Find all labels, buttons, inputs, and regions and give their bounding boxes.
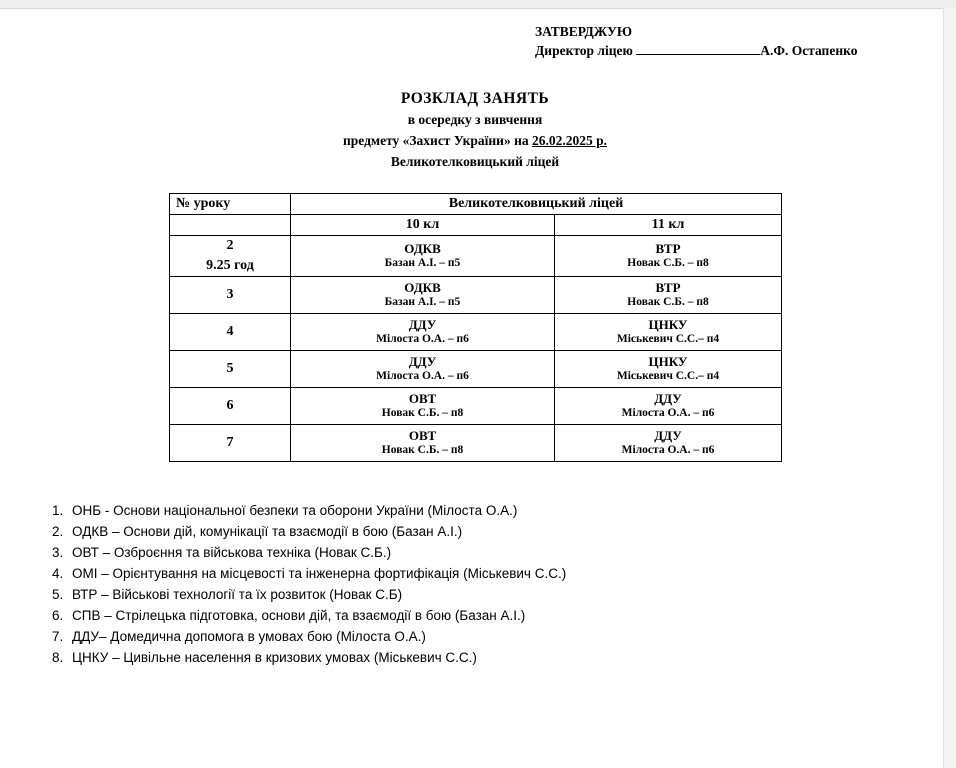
- teacher: Міськевич С.С.– п4: [616, 332, 720, 345]
- list-item: [52, 584, 566, 605]
- subject: ЦНКУ: [648, 316, 688, 332]
- teacher: Новак С.Б. – п8: [627, 295, 709, 308]
- list-number: 2.: [52, 524, 64, 539]
- teacher: Новак С.Б. – п8: [627, 256, 709, 269]
- lesson-number: 2: [226, 238, 234, 253]
- vertical-scrollbar[interactable]: [943, 8, 956, 768]
- header-school: Великотелковицький ліцей: [291, 194, 782, 215]
- class-10-cell: [291, 351, 555, 388]
- list-number: 7.: [52, 629, 64, 644]
- viewer-top-bar: [0, 0, 956, 9]
- document-title: РОЗКЛАД ЗАНЯТЬ: [400, 90, 550, 107]
- class-11-cell: [555, 425, 782, 462]
- class-11-cell: [555, 277, 782, 314]
- approval-position: Директор ліцею: [535, 43, 633, 58]
- teacher: Мілоста О.А. – п6: [376, 332, 469, 345]
- lesson-number: 4: [226, 324, 234, 339]
- table-class-row: [170, 215, 782, 236]
- list-text: ВТР – Військові технології та їх розвиток (Новак С.Б): [72, 587, 403, 602]
- lesson-number-cell: [170, 236, 291, 277]
- header-class-10: 10 кл: [291, 215, 555, 236]
- list-text: СПВ – Стрілецька підготовка, основи дій, та взаємодії в бою (Базан А.І.): [72, 608, 526, 623]
- subject: ДДУ: [408, 353, 437, 369]
- list-item: [52, 626, 566, 647]
- list-number: 5.: [52, 587, 64, 602]
- table-row: [170, 236, 782, 277]
- abbreviation-legend: [52, 500, 566, 668]
- teacher: Новак С.Б. – п8: [381, 443, 464, 456]
- subject: ДДУ: [654, 427, 682, 443]
- table-row: [170, 277, 782, 314]
- lesson-time: 9.25 год: [206, 258, 254, 273]
- class-11-cell: [555, 236, 782, 277]
- approval-signature-line: [535, 41, 857, 60]
- teacher: Мілоста О.А. – п6: [621, 443, 715, 456]
- teacher: Мілоста О.А. – п6: [621, 406, 715, 419]
- subject: ДДУ: [654, 390, 682, 406]
- list-item: [52, 542, 566, 563]
- subject: ВТР: [655, 240, 681, 256]
- lesson-number: 7: [226, 435, 234, 450]
- class-11-cell: [555, 314, 782, 351]
- table-row: [170, 351, 782, 388]
- list-item: [52, 647, 566, 668]
- list-text: ДДУ– Домедична допомога в умовах бою (Мілоста О.А.): [72, 629, 426, 644]
- header-lesson-number: № уроку: [170, 194, 291, 215]
- schedule-table: [169, 193, 782, 462]
- approval-block: [535, 22, 857, 60]
- lesson-number-cell: [170, 425, 291, 462]
- list-text: ЦНКУ – Цивільне населення в кризових умовах (Міськевич С.С.): [72, 650, 477, 665]
- list-number: 1.: [52, 503, 64, 518]
- subject: ДДУ: [408, 316, 437, 332]
- list-number: 4.: [52, 566, 64, 581]
- subject: ОДКВ: [404, 279, 441, 295]
- table-row: [170, 314, 782, 351]
- class-11-cell: [555, 351, 782, 388]
- lesson-number-cell: [170, 277, 291, 314]
- subject: ЦНКУ: [648, 353, 688, 369]
- header-empty-cell: [170, 215, 291, 236]
- lesson-number: 3: [226, 287, 234, 302]
- subject: ВТР: [655, 279, 681, 295]
- header-class-11: 11 кл: [555, 215, 782, 236]
- list-text: ОМІ – Орієнтування на місцевості та інженерна фортифікація (Міськевич С.С.): [72, 566, 567, 581]
- table-row: [170, 425, 782, 462]
- lesson-number-cell: [170, 388, 291, 425]
- title-subject: предмету «Захист України» на: [342, 133, 529, 148]
- title-school: Великотелковицький ліцей: [390, 154, 560, 169]
- list-item: [52, 500, 566, 521]
- teacher: Новак С.Б. – п8: [381, 406, 464, 419]
- list-item: [52, 563, 566, 584]
- teacher: Міськевич С.С.– п4: [616, 369, 720, 382]
- list-number: 6.: [52, 608, 64, 623]
- class-10-cell: [291, 277, 555, 314]
- signature-blank-line: [636, 42, 760, 55]
- title-line-3: [270, 130, 680, 151]
- lesson-number-cell: [170, 351, 291, 388]
- document-title-block: [270, 88, 680, 172]
- title-line-2: в осередку з вивчення: [407, 112, 543, 127]
- list-text: ОДКВ – Основи дій, комунікації та взаємодії в бою (Базан А.І.): [72, 524, 463, 539]
- teacher: Мілоста О.А. – п6: [376, 369, 469, 382]
- list-number: 8.: [52, 650, 64, 665]
- list-text: ОНБ - Основи національної безпеки та оборони України (Мілоста О.А.): [72, 503, 518, 518]
- subject: ОВТ: [408, 427, 437, 443]
- approval-heading: ЗАТВЕРДЖУЮ: [535, 24, 633, 39]
- class-10-cell: [291, 314, 555, 351]
- list-text: ОВТ – Озброєння та військова техніка (Новак С.Б.): [72, 545, 392, 560]
- lesson-number-cell: [170, 314, 291, 351]
- table-header-row: [170, 194, 782, 215]
- class-11-cell: [555, 388, 782, 425]
- list-item: [52, 521, 566, 542]
- title-date: 26.02.2025 р.: [532, 133, 608, 148]
- teacher: Базан А.І. – п5: [384, 295, 461, 308]
- class-10-cell: [291, 425, 555, 462]
- lesson-number: 6: [226, 398, 234, 413]
- lesson-number: 5: [226, 361, 234, 376]
- list-item: [52, 605, 566, 626]
- teacher: Базан А.І. – п5: [384, 256, 461, 269]
- list-number: 3.: [52, 545, 64, 560]
- approval-name: А.Ф. Остапенко: [760, 43, 858, 58]
- subject: ОВТ: [408, 390, 437, 406]
- class-10-cell: [291, 388, 555, 425]
- table-row: [170, 388, 782, 425]
- class-10-cell: [291, 236, 555, 277]
- subject: ОДКВ: [404, 240, 441, 256]
